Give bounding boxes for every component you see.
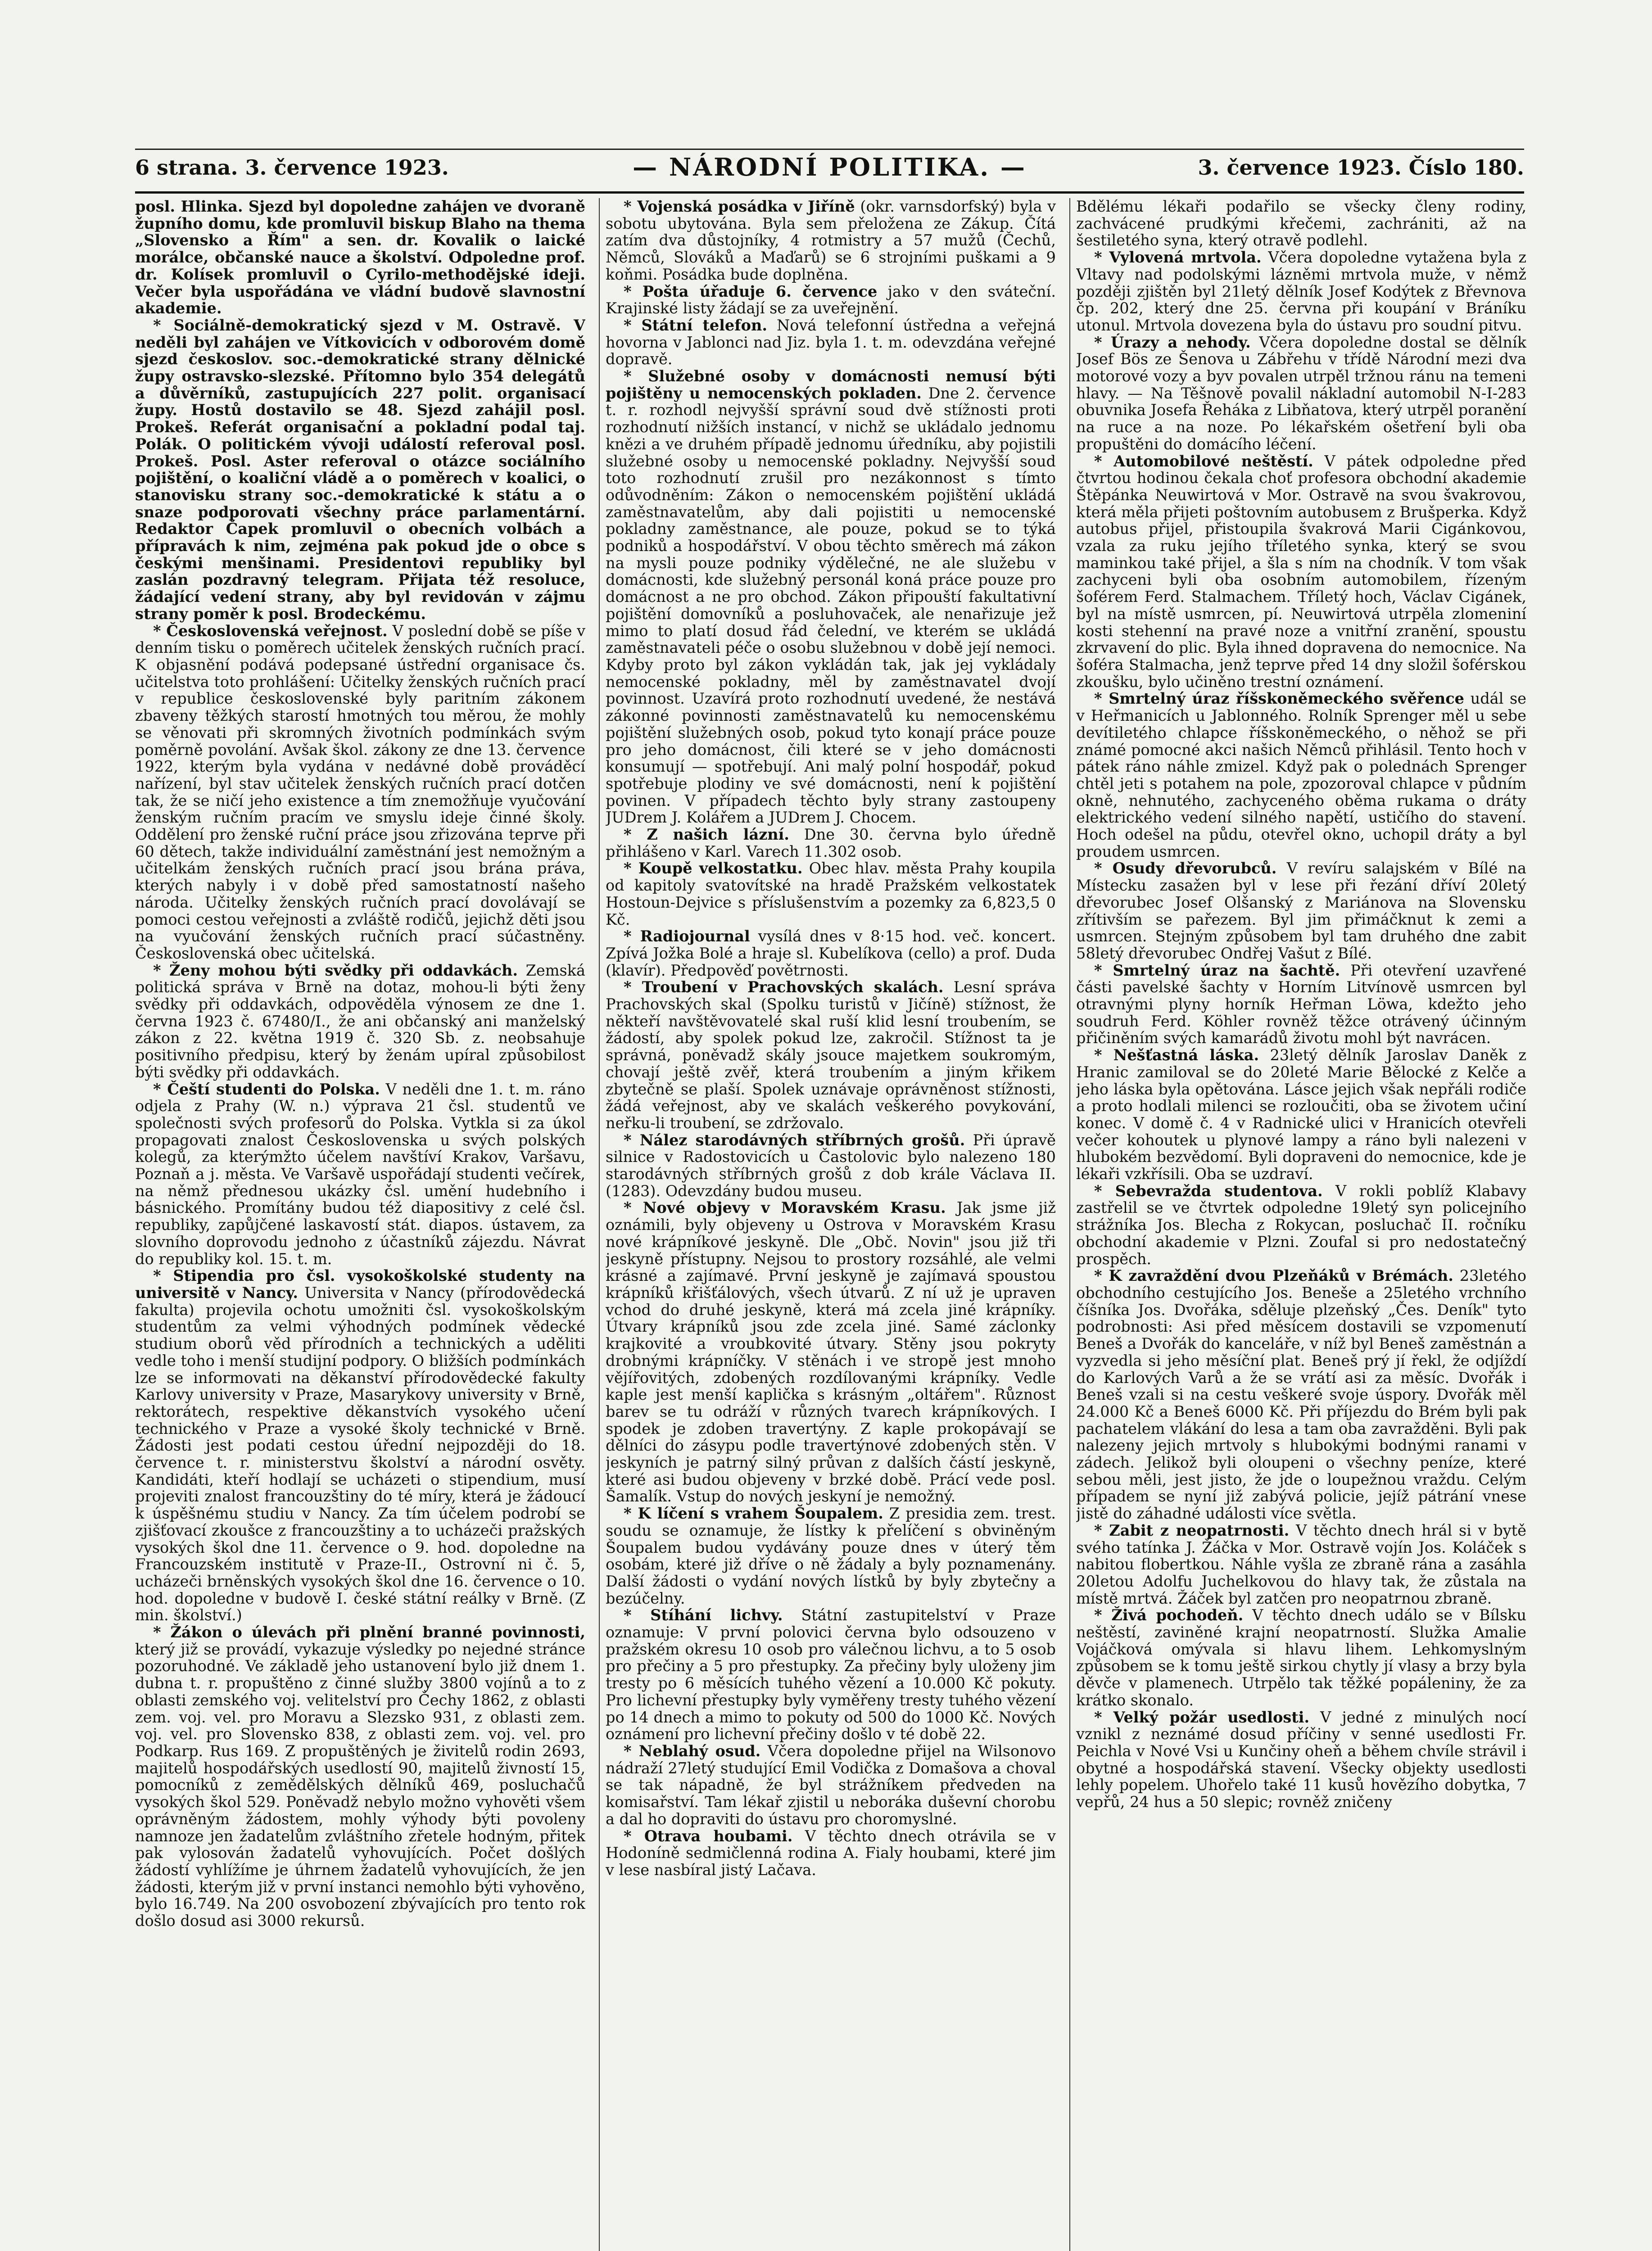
article-2-9 <box>606 1132 1056 1200</box>
article-headline: * Otrava houbami. <box>624 1827 793 1845</box>
article-body: Státní zastupitelství v Praze oznamuje: V první polovici června bylo odsouzeno v pražském okresu 10 osob pro válečnou lichvu, a to 5 osob pro přečiny a 5 pro přestupky. Za přečiny byly uloženy jim tresty po 6 měsících tuhého vězení a 10.000 Kč pokuty. Pro lichevní přestupky byly vyměřeny tresty tuhého vězení po 14 dnech a mimo to pokuty od 500 do 1000 Kč. Nových oznámení pro lichevní přečiny došlo v té době 22. <box>606 1606 1056 1743</box>
newspaper-title: — NÁRODNÍ POLITIKA. — <box>633 153 1027 181</box>
header-page-info: 6 strana. 3. července 1923. <box>135 155 449 180</box>
article-body: Včera dopoledne vytažena byla z Vltavy nad podolskými lázněmi mrtvola muže, v němž později zjištěn byl 21letý dělník Josef Kodýtek z Břevnova čp. 202, který dne 25. června při koupání v Bráníku utonul. Mrtvola dovezena byla do ústavu pro soudní pitvu. <box>1076 249 1526 334</box>
article-headline: * Služebné osoby v domácnosti nemusí býti pojištěny u nemocenských pokladen. <box>606 367 1056 402</box>
article-headline: * Stipendia pro čsl. vysokoškolské studenty na universitě v Nancy. <box>135 1267 585 1302</box>
article-body: jako v den sváteční. Krajinské listy žádají se za uveřejnění. <box>606 282 1056 317</box>
article-headline: * Neblahý osud. <box>624 1742 761 1760</box>
article-2-10 <box>606 1199 1056 1505</box>
article-body: Včera dopoledne přijel na Wilsonovo nádraží 27letý studující Emil Vodička z Domašova a choval se tak nápadně, že byl strážníkem předveden na komisařství. Tam lékař zjistil u neboráka duševní chorobu a dal ho dopraviti do ústavu pro choromyslné. <box>606 1742 1056 1828</box>
article-headline: * Smrtelný úraz říšskoněmeckého svěřence <box>1094 690 1464 708</box>
column-3 <box>1076 198 1526 2251</box>
article-body: Zemská politická správa v Brně na dotaz, mohou-li býti ženy svědky při oddavkách, odpověděla výnosem ze dne 1. června 1923 č. 67480/I., že ani občanský ani manželský zákon z 22. května 1919 č. 320 Sb. z. neobsahuje positivního předpisu, který by ženám upíral způsobilost býti svědky při oddavkách. <box>135 961 585 1081</box>
article-headline: * Koupě velkostatku. <box>624 859 803 877</box>
article-body: Včera dopoledne dostal se dělník Josef Bös ze Šenova u Zábřehu v třídě Národní mezi dva motorové vozy a byv povalen utrpěl tržnou ránu na temeni hlavy. — Na Těšnově povalil nákladní automobil N-I-283 obuvnika Josefa Řeháka z Libňatova, který utrpěl poranění na ruce a na noze. Po lékařském ošetření byli oba propuštěni do domácího léčení. <box>1076 333 1526 453</box>
article-headline: * Čeští studenti do Polska. <box>153 1080 380 1098</box>
article-headline: * Ženy mohou býti svědky při oddavkách. <box>153 961 518 979</box>
article-3-8 <box>1076 1047 1526 1183</box>
article-2-11 <box>606 1505 1056 1607</box>
page-header <box>135 155 1524 191</box>
article-body: posl. Hlinka. Sjezd byl dopoledne zahájen ve dvoraně župního domu, kde promluvil biskup Blaho na thema „Slovensko a Řím" a sen. dr. Kovalik o laické morálce, občanské nauce a školství. Odpoledne prof. dr. Kolísek promluvil o Cyrilo-methodějské ideji. Večer byla uspořádána ve vládní budově slavnostní akademie. <box>135 198 585 317</box>
article-headline: * Automobilové neštěstí. <box>1094 452 1313 470</box>
article-body: Dne 30. června bylo úředně přihlášeno v Karl. Varech 11.302 osob. <box>606 826 1056 860</box>
article-3-9 <box>1076 1183 1526 1268</box>
column-1 <box>135 198 585 2251</box>
article-3-3 <box>1076 334 1526 453</box>
article-headline: * Vojenská posádka v Jiříně <box>624 198 855 215</box>
article-headline: * Úrazy a nehody. <box>1094 333 1251 351</box>
article-headline: * Radiojournal <box>624 927 750 945</box>
article-body: V neděli dne 1. t. m. ráno odjela z Prahy (W. n.) výprava 21 čsl. studentů ve společnosti svých profesorů do Polska. Vytkla si za úkol propagovati znalost Československa u svých polských kolegů, za kterýmžto účelem navštíví Krakov, Varšavu, Poznaň a j. města. Ve Varšavě uspořádají studenti večírek, na němž přednesou ukázky čsl. umění hudebního i básnického. Promítány budou též diapositivy z celé čsl. republiky, zapůjčené laskavostí stát. diapos. ústavem, za slovního doprovodu jednoho z účastníků zájezdu. Návrat do republiky kol. 15. t. m. <box>135 1080 585 1268</box>
article-3-6 <box>1076 860 1526 962</box>
article-2-7 <box>606 928 1056 979</box>
article-body: V revíru salajském v Bílé na Místecku zasažen byl v lese při řezání dříví 20letý dřevorubec Josef Olšanský z Mariánova na Slovensku zřítivším se pařezem. Byl jim přimáčknut k zemi a usmrcen. Stejným způsobem byl tam druhého dne zabit 58letý dřevorubec Ondřej Vašut z Bílé. <box>1076 859 1526 962</box>
article-3-10 <box>1076 1267 1526 1522</box>
article-3-2 <box>1076 249 1526 334</box>
header-rule <box>135 191 1524 194</box>
article-2-5 <box>606 826 1056 860</box>
article-1-5 <box>135 1081 585 1268</box>
article-headline: * Žákon o úlevách při plnění branné povinnosti, <box>153 1623 585 1641</box>
column-divider-1 <box>599 198 600 2251</box>
article-body: který již se provádí, vykazuje výsledky po nejedné stránce pozoruhodné. Ve základě jeho ustanovení bylo již dnem 1. dubna t. r. propuštěno z činné služby 3800 vojínů a to z oblasti zemského voj. velitelství pro Čechy 1862, z oblasti zem. voj. vel. pro Moravu a Slezsko 931, z oblasti zem. voj. vel. pro Slovensko 838, z oblasti zem. voj. vel. pro Podkarp. Rus 169. Z propuštěných je živitelů rodin 2693, majitelů hospodářských usedlostí 90, majitelů živností 15, pomocníků z zemědělských dělníků 469, posluchačů vysokých škol 529. Poněvadž nebylo možno vyhověti všem oprávněným žádostem, mohly výhody býti povoleny namnoze jen žadatelům zvláštního zřetele hodným, přitek pak vylosován žadatelů vyhovujících. Počet došlých žádostí vyhlížíme je úhrnem žadatelů vyhovujících, že jen žádosti, kterým již v první instanci nemohlo býti vyhověno, bylo 16.749. Na 200 osvobození zbývajících pro tento rok došlo dosud asi 3000 rekursů. <box>135 1640 585 1930</box>
article-headline: * Z našich lázní. <box>624 826 789 844</box>
article-2-2 <box>606 283 1056 317</box>
article-1-3 <box>135 623 585 962</box>
article-headline: * Nešťastná láska. <box>1094 1046 1259 1064</box>
article-headline: * Velký požár usedlosti. <box>1094 1708 1310 1726</box>
article-headline: * K zavraždění dvou Plzeňáků v Brémách. <box>1094 1267 1453 1285</box>
article-2-4 <box>606 368 1056 826</box>
article-headline: * Pošta úřaduje 6. července <box>624 282 878 300</box>
column-2 <box>606 198 1056 2251</box>
article-headline: * Osudy dřevorubců. <box>1094 859 1277 877</box>
article-headline: * Sebevražda studentova. <box>1094 1182 1323 1200</box>
article-2-14 <box>606 1828 1056 1879</box>
article-3-13 <box>1076 1709 1526 1811</box>
article-body: V neděli byl zahájen ve Vítkovicích v odborovém domě sjezd českoslov. soc.-demokratické strany dělnické župy ostravsko-slezské. Přítomno bylo 354 delegátů a důvěrníků, zastupujících 227 polit. organisací župy. Hostů dostavilo se 48. Sjezd zahájil posl. Prokeš. Referát organisační a pokladní podal taj. Polák. O politickém vývoji událostí referoval posl. Prokeš. Posl. Aster referoval o otázce sociálního pojištění, o koaliční vládě a o poměrech v koalici, o stanovisku strany soc.-demokratické k státu a o snaze podporovati všechny práce parlamentární. Redaktor Čapek promluvil o obecních volbách a přípravách k nim, zejména pak pokud jde o obce s českými menšinami. Presidentovi republiky byl zaslán pozdravný telegram. Přijata též resoluce, žádající vedení strany, aby byl revidován v zájmu strany poměr k posl. Brodeckému. <box>135 316 585 623</box>
article-body: Bdělému lékaři podařilo se všecky členy rodiny, zachvácené prudkými křečemi, zachrániti, až na šestiletého syna, který otravě podlehl. <box>1076 198 1526 249</box>
article-3-11 <box>1076 1522 1526 1607</box>
article-body: vysílá dnes v 8·15 hod. več. koncert. Zpívá Jožka Bolé a hraje sl. Kubelíkova (cello) a prof. Duda (klavír). Předpověď povětrnosti. <box>606 927 1056 979</box>
article-2-8 <box>606 979 1056 1131</box>
header-issue-info: 3. července 1923. Číslo 180. <box>1198 155 1524 180</box>
article-3-4 <box>1076 453 1526 691</box>
article-body: Při otevření uzavřené části pavelské šachty v Horním Litvínově usmrcen byl otravnými plyny horník Heřman Löwa, kdežto jeho soudruh Ferd. Köhler rovněž těžce otrávený účinným přičiněním svých kamarádů životu mohl být navrácen. <box>1076 961 1526 1047</box>
article-1-6 <box>135 1267 585 1624</box>
article-headline: * Stíhání lichvy. <box>624 1606 783 1624</box>
article-1-4 <box>135 962 585 1081</box>
article-2-12 <box>606 1607 1056 1743</box>
article-1-1 <box>135 198 585 317</box>
article-3-7 <box>1076 962 1526 1047</box>
article-1-2 <box>135 317 585 623</box>
article-2-3 <box>606 317 1056 368</box>
article-headline: * Státní telefon. <box>624 316 767 334</box>
article-headline: * Sociálně-demokratický sjezd v M. Ostravě. <box>153 316 561 334</box>
article-body: Nová telefonní ústředna a veřejná hovorna v Jablonci nad Jiz. byla 1. t. m. odevzdána veřejné dopravě. <box>606 316 1056 368</box>
article-body: Z presidia zem. trest. soudu se oznamuje, že lístky k přelíčení s obviněným Šoupalem budou vydávány pouze dnes v úterý těm osobám, které již dříve o ně žádaly a byly poznamenány. Další žádosti o vydání nových lístků by byly zbytečny a bezúčelny. <box>606 1505 1056 1607</box>
article-headline: * Nové objevy v Moravském Krasu. <box>624 1199 946 1217</box>
article-headline: * Zabit z neopatrnosti. <box>1094 1521 1290 1539</box>
article-headline: * Nález starodávných stříbrných grošů. <box>624 1131 965 1149</box>
article-3-5 <box>1076 690 1526 860</box>
article-body: V těchto dnech otrávila se v Hodoníně sedmičlenná rodina A. Fialy houbami, které jim v lese nasbíral jistý Lačava. <box>606 1827 1056 1879</box>
article-headline: * Troubení v Prachovských skalách. <box>624 978 944 996</box>
article-headline: * Československá veřejnost. <box>153 622 388 640</box>
column-divider-2 <box>1069 198 1070 2251</box>
article-body: Dne 2. července t. r. rozhodl nejvyšší správní soud dvě stížnosti proti rozhodnutí nižších instancí, v nichž se ukládalo jednomu knězi a ve druhém případě jednomu úředníku, aby pojistili služebné osoby u nemocenské pokladny. Nejvyšší soud toto rozhodnutí zrušil pro nezákonnost s tímto odůvodněním: Zákon o nemocenském pojištění ukládá zaměstnavatelům, aby dali pojistiti u nemocenské pokladny zaměstnance, ale pouze, pokud se to týká podniků a hospodářství. V obou těchto směrech má zákon na mysli pouze podniky výdělečné, ne ale služebu v domácnosti, kde služebný personál koná práce pouze pro domácnost a ne pro obchod. Zákon připouští fakultativní pojištění domovníků a posluhovaček, ale nenařizuje jež mimo to platí dosud řád čelední, ve kterém se ukládá zaměstnavateli péče o osobu služebnou v době její nemoci. Kdyby proto byl zákon vykládán tak, jak jej vykládaly nemocenské pokladny, měl by zaměstnavatel dvojí povinnost. Uzavírá proto rozhodnutí uvedené, že nestává zákonné povinnosti zaměstnavatelů ku nemocenskému pojištění služebných osob, pokud tyto konají práce pouze pro jeho domácnost, čili které se v jeho domácnosti konsumují — spotřebují. Ani malý polní hospodář, pokud spotřebuje plodiny ve své domácnosti, není k pojištění povinen. V případech těchto byly strany zastoupeny JUDrem J. Kolářem a JUDrem J. Chocem. <box>606 384 1056 827</box>
article-body: Lesní správa Prachovských skal (Spolku turistů v Jičíně) stížnost, že někteří navštěvovatelé skal ruší klid lesní troubením, se žádostí, aby spolek pokud lze, zakročil. Stížnost ta je správná, poněvadž skály jsouce majetkem soukromým, chovají ještě zvěř, která troubením a jiným křikem zbytečně se plaší. Spolek uznávaje oprávněnost stížnosti, žádá veřejnost, aby ve skalách veškerého povykování, neřku-li troubení, se zdržovalo. <box>606 978 1056 1132</box>
article-body: V těchto dnech událo se v Bílsku neštěstí, zaviněné krajní neopatrností. Služka Amalie Vojáčková omývala si hlavu lihem. Lehkomyslným způsobem se k tomu ještě sirkou chytly jí vlasy a brzy byla děvče v plamenech. Utrpělo tak těžké popáleniny, že za krátko skonalo. <box>1076 1606 1526 1709</box>
article-2-1 <box>606 198 1056 283</box>
article-headline: * Vylovená mrtvola. <box>1094 249 1262 267</box>
top-border <box>135 149 1524 150</box>
article-3-1 <box>1076 198 1526 249</box>
article-body: udál se v Heřmanicích u Jablonného. Rolník Sprenger měl u sebe devítiletého chlapce říšskoněmeckého, o něhož se při známé pomocné akci našich Němců přihlásil. Tento hoch v pátek ráno náhle zmizel. Když pak o polednách Sprenger chtěl jeti s potahem na pole, zpozoroval chlapce v půdním okně, nehnutého, zachyceného oběma rukama o dráty elektrického vedení silného napětí, ustičího do stavení. Hoch odešel na půdu, otevřel okno, uchopil dráty a byl proudem usmrcen. <box>1076 690 1526 860</box>
article-body: V jedné z minulých nocí vznikl z neznámé dosud příčiny v senné usedlosti Fr. Peichla v Nové Vsi u Kunčiny oheň a během chvíle strávil i obytné a hospodářská stavení. Všecky objekty usedlosti lehly popelem. Uhořelo také 11 kusů hovězího dobytka, 7 vepřů, 24 hus a 50 slepic; rovněž zničeny <box>1076 1708 1526 1811</box>
article-body: Při úpravě silnice v Radostovicích u Častolovic bylo nalezeno 180 starodávných stříbrných grošů z dob krále Václava II. (1283). Odevzdány budou museu. <box>606 1131 1056 1200</box>
article-body: Obec hlav. města Prahy koupila od kapitoly svatovítské na hradě Pražském velkostatek Hostoun-Dejvice s příslušenstvím a pozemky za 6,823,5 0 Kč. <box>606 859 1056 928</box>
article-1-7 <box>135 1624 585 1930</box>
article-body: V poslední době se píše v denním tisku o poměrech učitelek ženských ručních prací. K objasnění podává podepsané ústřední organisace čs. učitelstva toto prohlášení: Učitelky ženských ručních prací v republice československé byly paritním zákonem zbaveny těžkých starostí hmotných tou měrou, že mohly se věnovati při skromných životních podmínkách svým poměrně povolání. Avšak škol. zákony ze dne 13. července 1922, kterým byla vydána v nedávné době prováděcí nařízení, byl stav učitelek ženských ručních prací dotčen tak, že se ničí jeho existence a tím znemožňuje vyučování ženským ručním pracím ve smyslu ideje činné školy. Oddělení pro ženské ruční práce jsou zřizována teprve při 60 dětech, takže individuální zaměstnání jest nemožným a učitelkám ženských ručních prací jsou brána práva, kterých nabyly i v době před samostatností našeho národa. Učitelky ženských ručních prací dovolávají se pomoci cestou veřejnosti a zvláště rodičů, jejichž děti jsou na vyučování ženských ručních prací súčastněny. Československá obec učitelská. <box>135 622 585 962</box>
article-headline: * Smrtelný úraz na šachtě. <box>1094 961 1340 979</box>
article-body: V těchto dnech hrál si v bytě svého tatínka J. Žáčka v Mor. Ostravě vojín Jos. Koláček s nabitou flobertkou. Náhle vyšla ze zbraně rána a zasáhla 20letou Adolfu Juchelkovou do hlavy tak, že zůstala na místě mrtvá. Žáček byl zatčen pro neopatrnou zbraně. <box>1076 1521 1526 1607</box>
article-body: V pátek odpoledne před čtvrtou hodinou čekala choť profesora obchodní akademie Štěpánka Neuwirtová v Mor. Ostravě na svou švakrovou, která měla přijeti poštovním autobusem z Brušperka. Když autobus přijel, přistoupila švakrová Marii Cigánkovou, vzala za ruku jejího tříletého synka, který se svou maminkou také přijel, a šla s ním na chodník. V tom však zachyceni byli oba osobním automobilem, řízeným šoférem Ferd. Stalmachem. Tříletý hoch, Václav Cigánek, byl na místě usmrcen, pí. Neuwirtová utrpěla zlomeniní kosti stehenní na pravé noze a vnitřní zranění, spoustu zkrvavení do plic. Byla ihned dopravena do nemocnice. Na šoféra Stalmacha, jenž teprve před 14 dny složil šoférskou zkoušku, bylo učiněno trestní oznámení. <box>1076 452 1526 691</box>
article-body: (okr. varnsdorfský) byla v sobotu ubytována. Byla sem přeložena ze Zákup. Čítá zatím dva důstojníky, 4 rotmistry a 57 mužů (Čechů, Němců, Slováků a Maďarů) se 6 strojními puškami a 9 koňmi. Posádka bude doplněna. <box>606 198 1056 283</box>
article-body: Universita v Nancy (přírodovědecká fakulta) projevila ochotu umožniti čsl. vysokoškolským studentům za velmi výhodných podmínek vědecké studium oborů věd přírodních a technických a uděliti vedle toho i menší studijní podpory. O bližších podmínkách lze se informovati na děkanství přírodovědecké fakulty Karlovy university v Praze, Masarykovy university v Brně, rektorátech, respektive děkanstvích vysokého učení technického v Praze a vysoké školy technické v Brně. Žádosti jest podati cestou úřední nejpozději do 18. července t. r. ministerstvu školství a národní osvěty. Kandidáti, kteří hodlají se ucházeti o stipendium, musí projeviti znalost francouzštiny do té míry, která je žádoucí k úspěšnému studiu v Nancy. Za tím účelem podrobí se zjišťovací zkoušce z francouzštiny a to ucházeči pražských vysokých škol dne 11. července o 9. hod. dopoledne na Francouzském institutě v Praze-II., Ostrovní ni č. 5, ucházeči brněnských vysokých škol dne 16. července o 10. hod. dopoledne v budově I. české státní reálky v Brně. (Z min. školství.) <box>135 1284 585 1624</box>
article-body: Jak jsme již oznámili, byly objeveny u Ostrova v Moravském Krasu nové krápníkové jeskyně. Dle „Obč. Novin" jsou již tři jeskyně přístupny. Nejsou to prostory rozsáhlé, ale velmi krásné a zajímavé. První jeskyně je zajímavá spoustou krápníků křišťálových, všech útvarů. Z ní už je upraven vchod do druhé jeskyně, která má zcela jiné krápníky. Útvary krápníků jsou zde zcela jiné. Samé záclonky krajkovité a vroubkovité útvary. Stěny jsou pokryty drobnými krápníčky. V stěnách i ve stropě jest mnoho vějířovitých, zdobených rozdílovanými krápníky. Vedle kaple jest menší kaplička s krásným „oltářem". Různost barev se tu odráží v různých tvarech krápníkových. I spodek je zdoben travertýny. Z kaple prokopávají se dělníci do zásypu podle travertýnové zdobených stěn. V jeskyních je patrný silný průvan z dalších částí jeskyně, které asi budou objeveny v brzké době. Prácí vede posl. Šamalík. Vstup do nových jeskyní je nemožný. <box>606 1199 1056 1505</box>
article-body: V rokli poblíž Klabavy zastřelil se ve čtvrtek odpoledne 19letý syn policejního strážníka Jos. Blecha z Rokycan, posluchač II. ročníku obchodní akademie v Plzni. Zoufal si pro nedostatečný prospěch. <box>1076 1182 1526 1268</box>
article-body: 23letého obchodního cestujícího Jos. Beneše a 25letého vrchního číšníka Jos. Dvořáka, sděluje plzeňský „Čes. Deník" tyto podrobnosti: Asi před měsícem dostavili se vzpomenutí Beneš a Dvořák do kanceláře, v níž byl Beneš zaměstnán a vyzvedla si jeho měsíční plat. Beneš prý jí řekl, že odjíždí do Karlových Varů a že se vrátí asi za měsíc. Dvořák i Beneš vzali si na cestu veškeré svoje úspory. Dvořák měl 24.000 Kč a Beneš 6000 Kč. Při příjezdu do Brém byli pak pachatelem vlákání do lesa a tam oba zavražděni. Byli pak nalezeny jejich mrtvoly s hlubokými bodnými ranami v zádech. Jelikož byli oloupeni o všechny peníze, které sebou měli, jest jisto, že jde o loupežnou vraždu. Celým případem se nyní již zabývá policie, jejíž pátrání vnese jistě do záhadné události více světla. <box>1076 1267 1526 1523</box>
article-2-13 <box>606 1743 1056 1828</box>
article-headline: * K líčení s vrahem Šoupalem. <box>624 1505 883 1523</box>
article-2-6 <box>606 860 1056 928</box>
article-headline: * Živá pochodeň. <box>1094 1606 1244 1624</box>
article-body: 23letý dělník Jaroslav Daněk z Hranic zamiloval se do 20leté Marie Bělocké z Kelče a jeho láska byla opětována. Lásce jejich však nepřáli rodiče a proto hodlali milenci se rozloučiti, oba se životem učiní konec. V domě č. 4 v Radnické ulici v Hranicích otevřeli večer kohoutek u plynové lampy a ráno byli nalezeni v hlubokém bezvědomí. Byli dopraveni do nemocnice, kde je lékaři vzkřísili. Oba se uzdraví. <box>1076 1046 1526 1183</box>
article-3-12 <box>1076 1607 1526 1709</box>
